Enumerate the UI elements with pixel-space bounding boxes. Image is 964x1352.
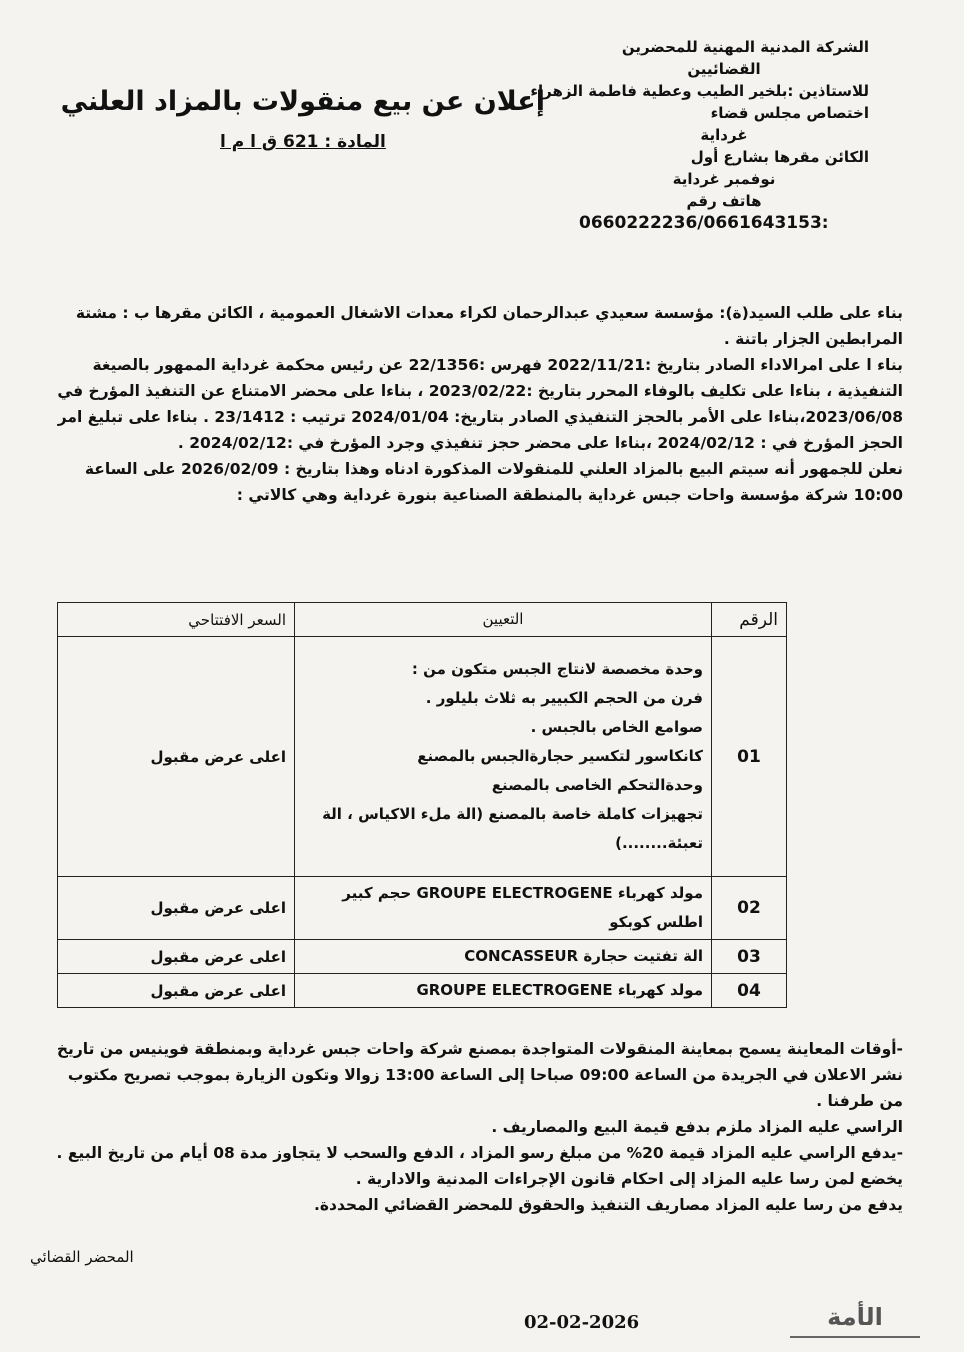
desc-line: تجهيزات كاملة خاصة بالمصنع (الة ملء الاكياس ، الة تعبئة........) [322,805,703,852]
lot-price: اعلى عرض مقبول [58,940,295,974]
bailiff-signature-label: المحضر القضائي [30,1248,134,1266]
body-paragraph: بناء على طلب السيد(ة): مؤسسة سعيدي عبدالرحمان لكراء معدات الاشغال العمومية ، الكائن مقرها ب : مشتة المرابطين الجزار باتنة . [75,304,903,348]
header-num: الرقم [712,603,787,637]
lots-table [57,602,787,1008]
lot-price: اعلى عرض مقبول [58,974,295,1008]
table-row [58,974,787,1008]
desc-latin: GROUPE ELECTROGENE [416,981,613,999]
terms-line: -يدفع الراسي عليه المزاد قيمة 20% من مبلغ رسو المزاد ، الدفع والسحب لا يتجاوز مدة 08 أيام من تاريخ البيع . [56,1144,903,1162]
desc-arabic: مولد كهرباء [617,981,703,999]
office-line: نوفمبر غرداية [672,170,776,188]
office-line: الكائن مقرها بشارع أول [690,148,869,166]
body-paragraph: بناء ا على امرالاداء الصادر بتاريخ :2022/11/21 فهرس :22/1356 عن رئيس محكمة غرداية الممهور بالصيغة التنفيذية ، بناءا على تكليف بالوفاء المحرر بتاريخ :2023/02/22 ، بناءا على محضر الامتناع عن التنفيذ المؤرخ في 2023/06/08،بناءا على الأمر بالحجز التنفيذي الصادر بتاريخ: 2024/01/04 ترتيب : 23/1412 . بناءا على تبليغ امر الحجز المؤرخ في : 2024/02/12 ،بناءا على محضر حجز تنفيذي وجرد المؤرخ في :2024/02/12 . [57,356,903,452]
body-paragraph: نعلن للجمهور أنه سيتم البيع بالمزاد العلني للمنقولات المذكورة ادناه وهذا بتاريخ : 2026/02/09 على الساعة 10:00 شركة مؤسسة واحات جبس غرداية بالمنطقة الصناعية بنورة غرداية وهي كالاتي : [84,460,903,504]
notice-terms [50,1036,903,1218]
office-line: الشركة المدنية المهنية للمحضرين [621,38,869,56]
logo-underline [790,1336,920,1338]
table-row [58,637,787,877]
table-row [58,940,787,974]
desc-line: صوامع الخاص بالجبس . [530,718,703,736]
lot-price: اعلى عرض مقبول [58,637,295,877]
desc-line: فرن من الحجم الكبيير به ثلاث بليلور . [425,689,703,707]
header-desc: التعيين [295,603,712,637]
terms-line: يدفع من رسا عليه المزاد مصاريف التنفيذ والحقوق للمحضر القضائي المحددة. [313,1196,903,1214]
desc-arabic: الة تفتيت حجارة [583,947,703,965]
lot-description [295,877,712,940]
table-header-row [58,603,787,637]
lot-price: اعلى عرض مقبول [58,877,295,940]
office-line: للاستاذين :بلخير الطيب وعطية فاطمة الزهراء [530,82,869,100]
office-line: غرداية [700,126,748,144]
terms-line: الراسي عليه المزاد ملزم بدفع قيمة البيع والمصاريف . [491,1118,903,1136]
lot-description [295,974,712,1008]
office-line: هاتف رقم [686,192,762,210]
terms-line: يخضع لمن رسا عليه المزاد إلى احكام قانون الإجراءات المدنية والادارية . [355,1170,903,1188]
lot-number: 02 [712,877,787,940]
desc-latin: GROUPE ELECTROGENE [416,884,613,902]
bailiff-office-block [530,36,869,234]
lot-description [295,637,712,877]
desc-arabic: حجم كبير اطلس كوبكو [342,884,703,931]
lot-number: 01 [712,637,787,877]
lot-number: 03 [712,940,787,974]
desc-line: وحدة مخصصة لانتاج الجبس متكون من : [411,660,703,678]
table-row [58,877,787,940]
terms-line: -أوقات المعاينة يسمح بمعاينة المنقولات المتواجدة بمصنع شركة واحات جبس غرداية وبمنطقة فوينيس من تاريخ نشر الاعلان في الجريدة من الساعة 09:00 صباحا إلى الساعة 13:00 زوالا وتكون الزيارة بموجب تصريح مكتوب من طرفنا . [56,1040,903,1110]
desc-arabic: مولد كهرباء [617,884,703,902]
desc-line: وحدةالتحكم الخاصى بالمصنع [491,776,703,794]
office-line: القضائيين [687,60,761,78]
lot-description [295,940,712,974]
notice-title: إعلان عن بيع منقولات بالمزاد العلني [60,86,545,117]
header-price: السعر الافتتاحي [58,603,295,637]
office-phone: 0660222236/0661643153: [579,213,829,233]
office-line: اختصاص مجلس قضاء [710,104,869,122]
publication-date: 02-02-2026 [524,1312,640,1333]
notice-body [50,300,903,508]
legal-article: المادة : 621 ق ا م ا [220,132,386,152]
desc-latin: CONCASSEUR [464,947,579,965]
newspaper-logo: الأمة [827,1303,883,1331]
desc-line: كانكاسور لتكسير حجارةالجبس بالمصنع [417,747,703,765]
lot-number: 04 [712,974,787,1008]
